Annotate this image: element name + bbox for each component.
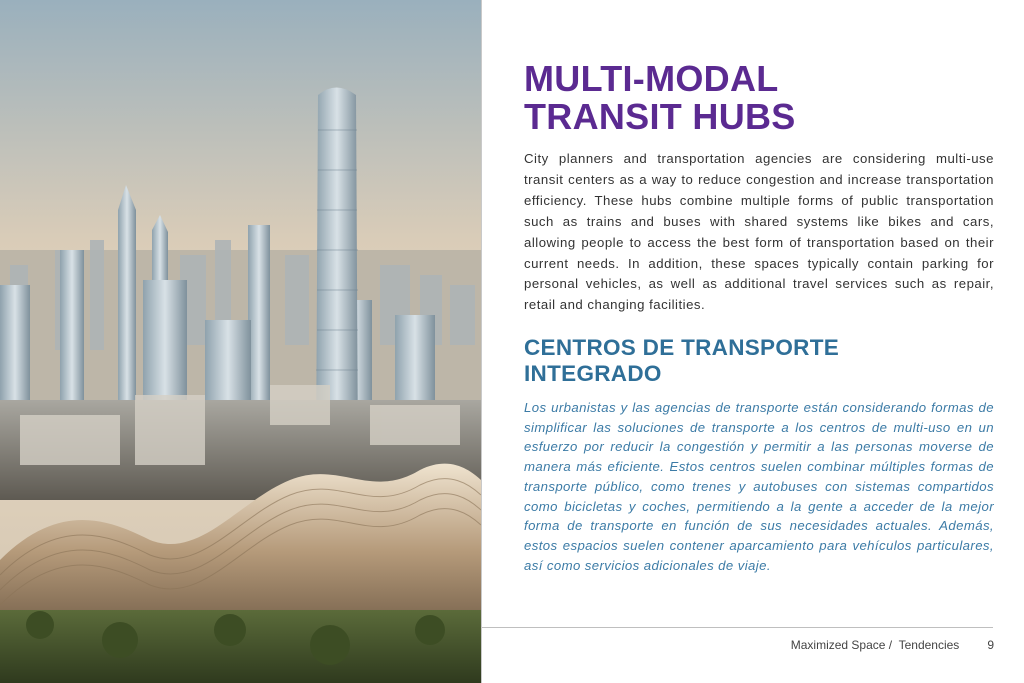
footer-rule: [482, 627, 993, 628]
english-body: City planners and transportation agencies are considering multi-use transit centers as a way to reduce congestion and increase transportation efficiency. These hubs combine multiple forms of public transportation such as trains and buses with shared systems like bikes and cars, allowing people to access the best form of transportation based on their current needs. In addition, these spaces typically contain parking for personal vehicles, as well as additional travel services such as repair, retail and changing facilities.: [524, 151, 994, 313]
english-title: [524, 60, 994, 136]
english-title-line1: MULTI-MODAL: [524, 58, 779, 99]
city-rendering-image: [0, 0, 481, 683]
spanish-body: Los urbanistas y las agencias de transporte están considerando formas de simplificar las soluciones de transporte a los centros de multi-uso en un esfuerzo por reducir la congestión y permitir a las personas moverse de manera más eficiente. Estos centros suelen combinar múltiples formas de transporte público, como trenes y autobuses con sistemas compartidos como bicicletas y coches, permitiendo a la gente a acceder de la mejor forma de transporte en función de sus necesidades actuales. Además, estos espacios suelen contener aparcamiento para vehículos particulares, así como servicios adicionales de viaje.: [524, 400, 994, 573]
page-footer: [791, 638, 994, 652]
footer-separator: /: [885, 638, 899, 652]
spanish-title: [524, 335, 994, 387]
english-title-line2: TRANSIT HUBS: [524, 96, 796, 137]
spanish-title-line1: CENTROS DE TRANSPORTE: [524, 335, 840, 360]
footer-chapter: Tendencies: [898, 638, 960, 652]
spanish-title-line2: INTEGRADO: [524, 361, 662, 386]
page-number: 9: [987, 638, 994, 652]
footer-section: Maximized Space: [790, 638, 886, 652]
page-divider: [481, 0, 482, 683]
